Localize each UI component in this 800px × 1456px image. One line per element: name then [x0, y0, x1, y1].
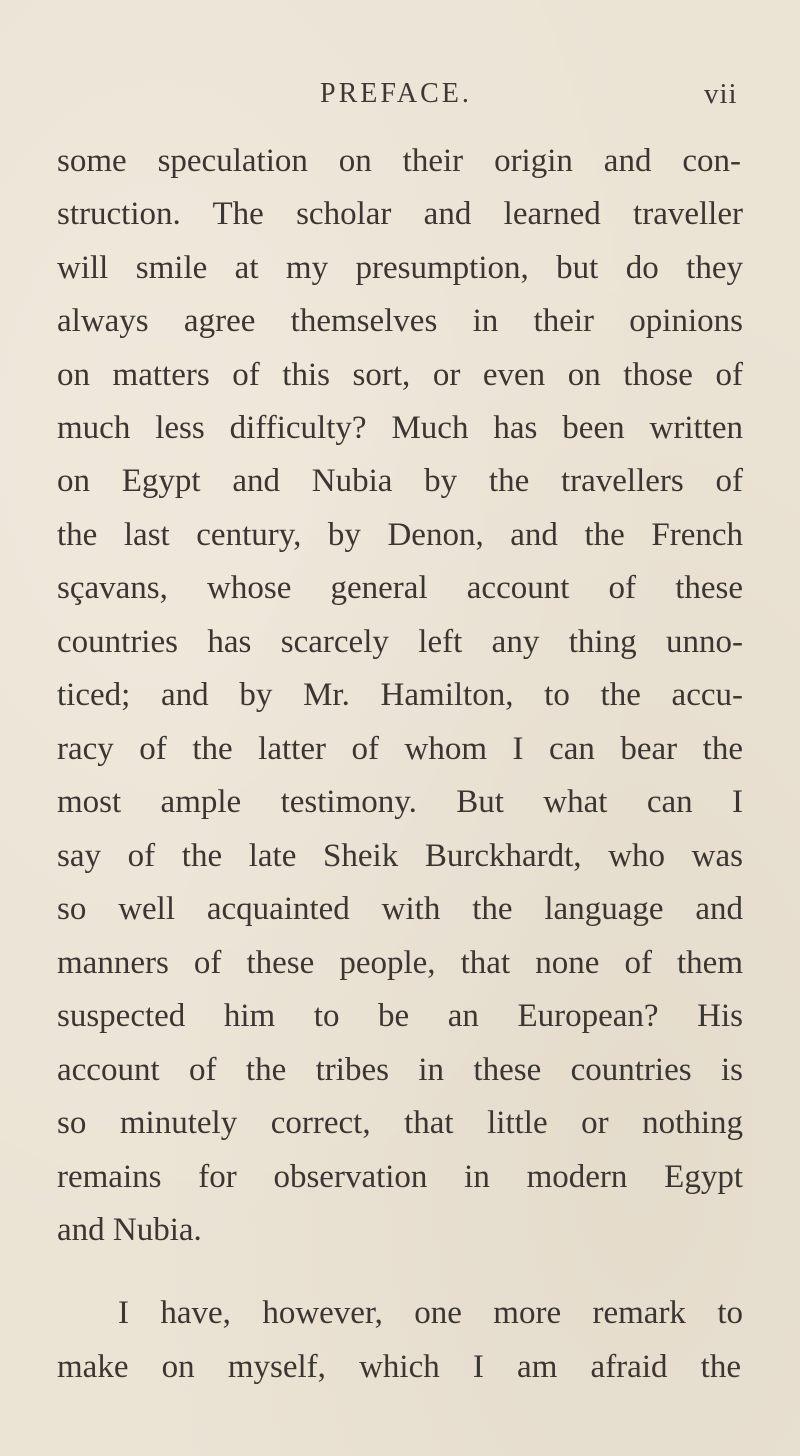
- line-text: will smile at my presumption, but do they: [57, 250, 743, 286]
- text-line: [0, 245, 800, 291]
- line-text: racy of the latter of whom I can bear the: [57, 731, 743, 767]
- page-number: vii: [704, 78, 738, 110]
- text-line: [0, 1290, 800, 1336]
- line-text: remains for observation in modern Egypt: [57, 1159, 743, 1195]
- line-text: the last century, by Denon, and the French: [57, 517, 743, 553]
- text-line: [0, 565, 800, 611]
- line-text: say of the late Sheik Burckhardt, who was: [57, 838, 743, 874]
- line-text: much less difficulty? Much has been written: [57, 410, 743, 446]
- text-line: [0, 726, 800, 772]
- line-text: suspected him to be an European? His: [57, 998, 743, 1034]
- line-text: countries has scarcely left any thing unno-: [57, 624, 743, 660]
- text-line: [0, 405, 800, 451]
- line-text: make on myself, which I am afraid the: [57, 1349, 741, 1385]
- line-text: so minutely correct, that little or nothing: [57, 1105, 743, 1141]
- text-line: [0, 352, 800, 398]
- text-line: [0, 940, 800, 986]
- text-line: [0, 512, 800, 558]
- text-line: [0, 672, 800, 718]
- line-text: sçavans, whose general account of these: [57, 570, 743, 606]
- line-text: always agree themselves in their opinions: [57, 303, 743, 339]
- line-text: on matters of this sort, or even on those of: [57, 357, 743, 393]
- line-text: and Nubia.: [57, 1212, 202, 1248]
- line-text: struction. The scholar and learned traveller: [57, 196, 743, 232]
- text-line: [0, 191, 800, 237]
- text-line: [0, 833, 800, 879]
- line-text: account of the tribes in these countries is: [57, 1052, 743, 1088]
- text-line: [0, 886, 800, 932]
- line-text: most ample testimony. But what can I: [57, 784, 743, 820]
- text-line: [0, 779, 800, 825]
- text-line: [0, 1207, 800, 1253]
- line-text: manners of these people, that none of them: [57, 945, 743, 981]
- text-line: [0, 458, 800, 504]
- text-line: [0, 993, 800, 1039]
- line-text: ticed; and by Mr. Hamilton, to the accu-: [57, 677, 743, 713]
- text-line: [0, 298, 800, 344]
- line-text: I have, however, one more remark to: [118, 1295, 743, 1331]
- text-line: [0, 1047, 800, 1093]
- line-text: some speculation on their origin and con-: [57, 143, 741, 179]
- text-line: [0, 138, 800, 184]
- text-line: [0, 619, 800, 665]
- text-line: [0, 1154, 800, 1200]
- line-text: on Egypt and Nubia by the travellers of: [57, 463, 743, 499]
- text-line: [0, 1100, 800, 1146]
- page-title: PREFACE.: [320, 78, 472, 109]
- running-head: [0, 78, 800, 118]
- line-text: so well acquainted with the language and: [57, 891, 743, 927]
- text-line: [0, 1344, 800, 1390]
